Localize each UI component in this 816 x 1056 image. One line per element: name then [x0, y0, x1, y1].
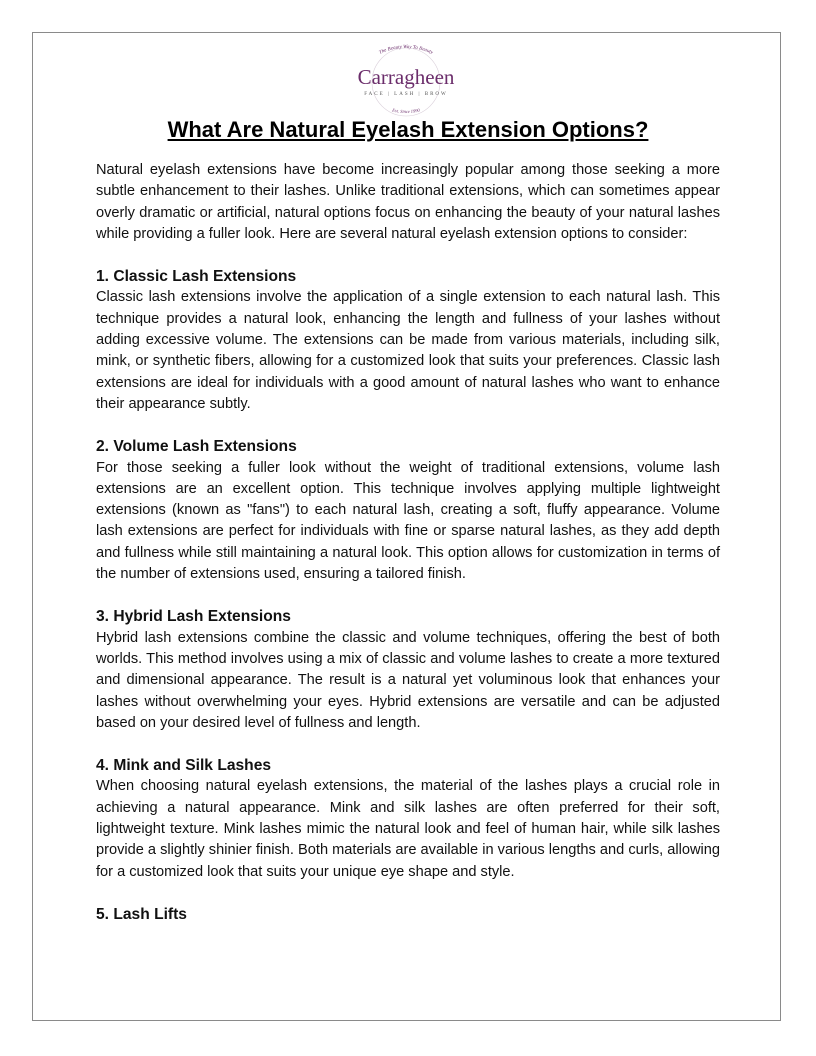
- carragheen-logo: [336, 44, 476, 120]
- section-volume-lash: [96, 436, 720, 585]
- logo-arc-top: The Beauty Way To Beauty: [378, 44, 434, 56]
- section-body: When choosing natural eyelash extensions, the material of the lashes plays a crucial role in achieving a natural appearance. Mink and silk lashes are often preferred for their soft, lightweight texture. Mink lashes mimic the natural look and feel of human hair, while silk lashes provide a slightly shinier finish. Both materials are available in various lengths and curls, allowing for a customized look that suits your unique eye shape and style.: [96, 778, 720, 880]
- section-lash-lifts: [96, 904, 720, 925]
- logo-graphic: [336, 44, 476, 120]
- section-body: For those seeking a fuller look without the weight of traditional extensions, volume lash extensions are an excellent option. This technique involves applying multiple lightweight extensions (known as "fans") to each natural lash, creating a soft, fluffy appearance. Volume lash extensions are perfect for individuals with fine or sparse natural lashes, as they add depth and fullness while still maintaining a natural look. This option allows for customization in terms of the number of extensions used, ensuring a tailored finish.: [96, 459, 720, 583]
- article-body: [96, 160, 720, 925]
- section-hybrid-lash: [96, 606, 720, 734]
- section-body: Hybrid lash extensions combine the classic and volume techniques, offering the best of both worlds. This method involves using a mix of classic and volume lashes to create a more textured and dimensional appearance. The result is a natural yet voluminous look that enhances your lashes without overwhelming your eyes. Hybrid extensions are versatile and can be adjusted based on your desired level of fullness and length.: [96, 629, 720, 731]
- section-classic-lash: [96, 266, 720, 415]
- logo-brand-name: Carragheen: [357, 65, 455, 89]
- section-heading: 2. Volume Lash Extensions: [96, 438, 297, 456]
- section-heading: 5. Lash Lifts: [96, 905, 187, 923]
- section-heading: 1. Classic Lash Extensions: [96, 268, 297, 286]
- section-mink-silk: [96, 755, 720, 883]
- section-heading: 3. Hybrid Lash Extensions: [96, 608, 291, 626]
- page-title: What Are Natural Eyelash Extension Options?: [167, 117, 649, 142]
- logo-arc-bottom: Est. Since 1990: [391, 107, 421, 114]
- logo-tagline: FACE | LASH | BROW: [364, 92, 448, 97]
- section-body: Classic lash extensions involve the application of a single extension to each natural lash. This technique provides a natural look, enhancing the length and fullness of your lashes without adding excessive volume. The extensions can be made from various materials, including silk, mink, or synthetic fibers, allowing for a customized look that suits your preferences. Classic lash extensions are ideal for individuals with a good amount of natural lashes who want to enhance their appearance subtly.: [96, 289, 720, 412]
- svg-text:Est. Since 1990: [391, 107, 421, 114]
- intro-paragraph: Natural eyelash extensions have become increasingly popular among those seeking a more subtle enhancement to their lashes. Unlike traditional extensions, which can sometimes appear overly dramatic or artificial, natural options focus on enhancing the beauty of your natural lashes while providing a fuller look. Here are several natural eyelash extension options to consider:: [96, 162, 720, 242]
- section-heading: 4. Mink and Silk Lashes: [96, 757, 272, 775]
